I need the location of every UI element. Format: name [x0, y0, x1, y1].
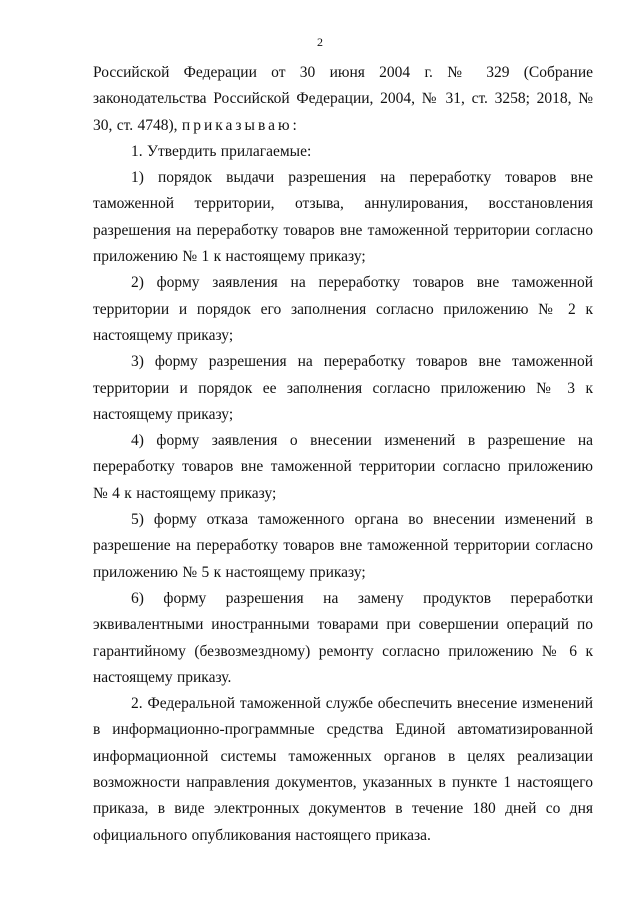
paragraph-item-1: 1. Утвердить прилагаемые:: [131, 142, 312, 160]
paragraph-subitem-2: 2) форму заявления на переработку товаров вне таможенной территории и порядок его заполнения согласно приложению № 2 к настоящему приказу;: [93, 274, 593, 344]
legal-basis-text: Российской Федерации от 30 июня 2004 г. № 329 (Собрание законодательства Российской Федерации, 2004, № 31, ст. 3258; 2018, № 30, ст. 4748),: [93, 64, 593, 134]
paragraph-subitem-5: 5) форму отказа таможенного органа во внесении изменений в разрешение на переработку товаров вне таможенной территории согласно приложению № 5 к настоящему приказу;: [93, 511, 593, 581]
paragraph-subitem-1: 1) порядок выдачи разрешения на переработку товаров вне таможенной территории, отзыва, аннулирования, восстановления разрешения на переработку товаров вне таможенной территории согласно приложению № 1 к настоящему приказу;: [93, 169, 593, 266]
paragraph-subitem-4: 4) форму заявления о внесении изменений в разрешение на переработку товаров вне таможенной территории согласно приложению № 4 к настоящему приказу;: [93, 432, 593, 502]
order-word: приказываю:: [181, 116, 300, 134]
page-number: 2: [317, 35, 323, 49]
paragraph-subitem-3: 3) форму разрешения на переработку товаров вне таможенной территории и порядок ее заполнения согласно приложению № 3 к настоящему приказу;: [93, 353, 593, 423]
paragraph-subitem-6: 6) форму разрешения на замену продуктов переработки эквивалентными иностранными товарами при совершении операций по гарантийному (безвозмездному) ремонту согласно приложению № 6 к настоящему приказу.: [93, 589, 593, 686]
paragraph-legal-basis: [93, 60, 593, 139]
paragraph-item-2: 2. Федеральной таможенной службе обеспечить внесение изменений в информационно-программные средства Единой автоматизированной информационной системы таможенных органов в целях реализации возможности направления документов, указанных в пункте 1 настоящего приказа, в виде электронных документов в течение 180 дней со дня официального опубликования настоящего приказа.: [93, 695, 593, 844]
document-body: [93, 60, 593, 849]
